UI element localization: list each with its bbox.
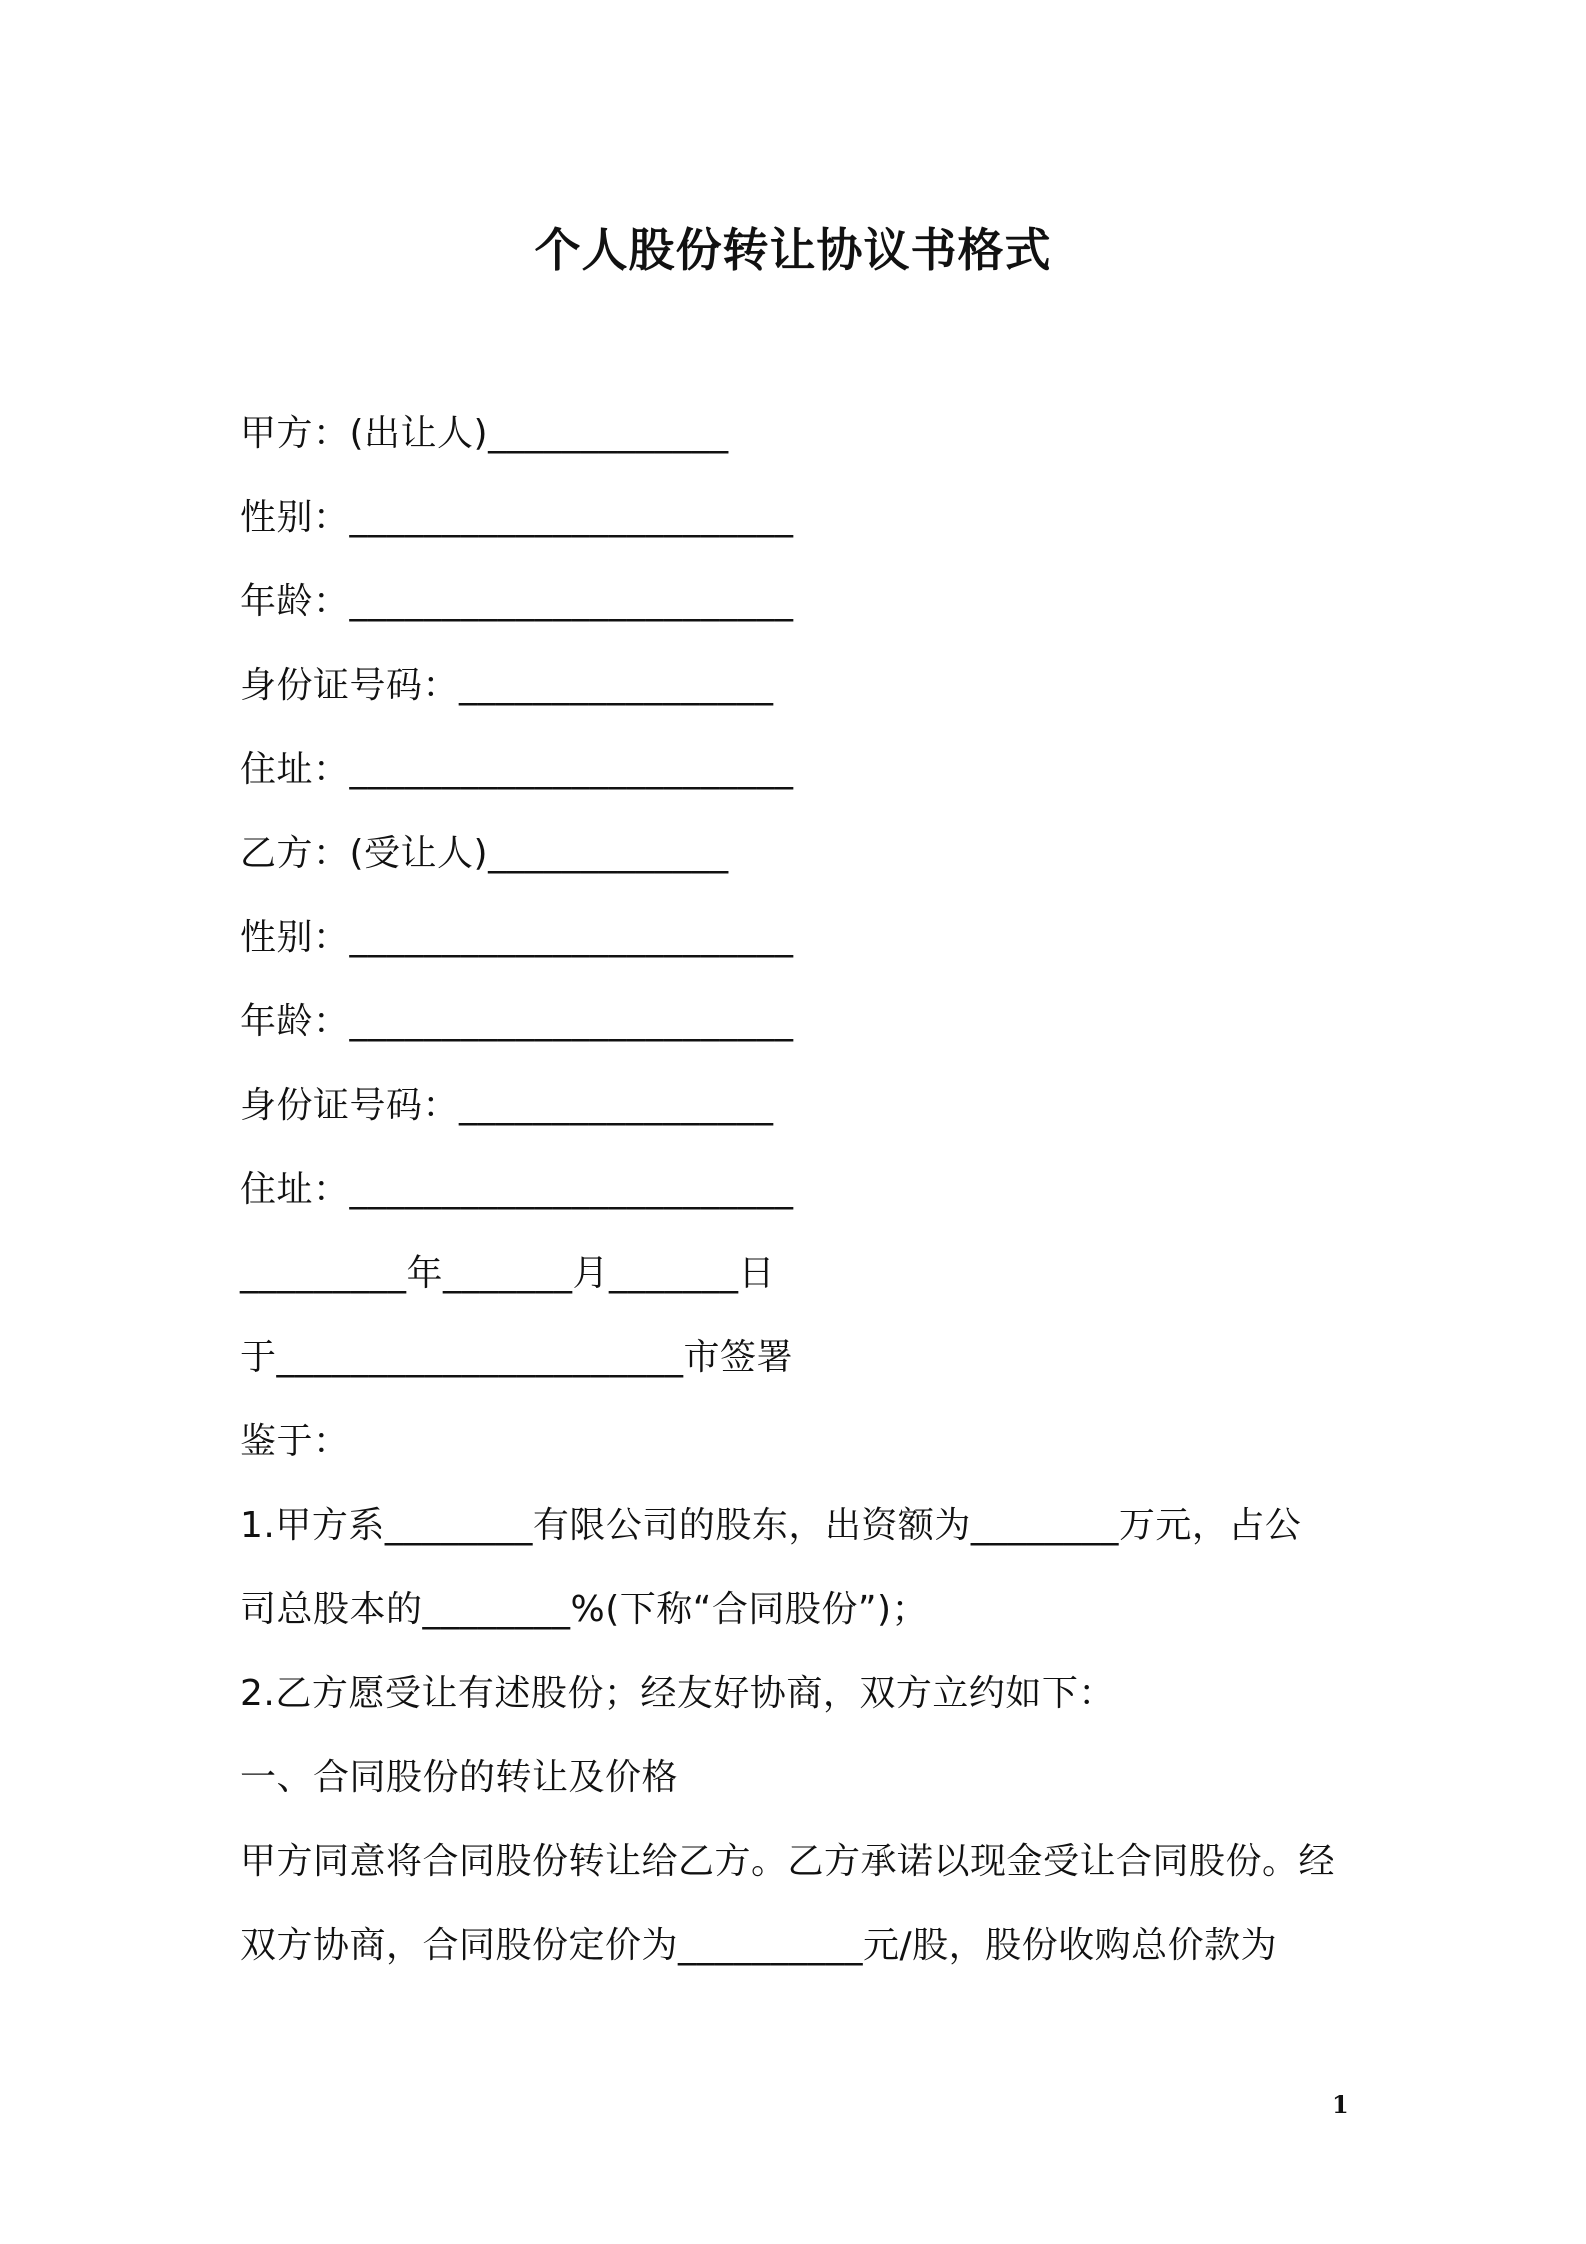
recital-2-line: 2.乙方愿受让有述股份；经友好协商，双方立约如下： bbox=[240, 1673, 1115, 1714]
party-b-id-line: 身份证号码：_________________ bbox=[240, 1085, 774, 1126]
recital-1-line-1: 1.甲方系________有限公司的股东，出资额为________万元，占公 bbox=[240, 1505, 1302, 1546]
party-a-address-line: 住址：________________________ bbox=[240, 749, 794, 790]
party-b-address-line: 住址：________________________ bbox=[240, 1169, 794, 1210]
party-b-gender-line: 性别：________________________ bbox=[240, 917, 794, 958]
document-title: 个人股份转让协议书格式 bbox=[534, 223, 1052, 277]
whereas-heading: 鉴于： bbox=[240, 1421, 350, 1462]
signing-city-line: 于______________________市签署 bbox=[240, 1337, 794, 1378]
section-1-heading: 一、合同股份的转让及价格 bbox=[240, 1757, 679, 1798]
section-1-body-line-1: 甲方同意将合同股份转让给乙方。乙方承诺以现金受让合同股份。经 bbox=[240, 1841, 1336, 1882]
party-a-id-line: 身份证号码：_________________ bbox=[240, 665, 774, 706]
recital-1-line-2: 司总股本的________%(下称“合同股份”)； bbox=[240, 1589, 929, 1630]
page-number: 1 bbox=[1332, 2090, 1349, 2119]
section-1-body-line-2: 双方协商，合同股份定价为__________元/股，股份收购总价款为 bbox=[240, 1925, 1278, 1966]
party-b-age-line: 年龄：________________________ bbox=[240, 1001, 794, 1042]
party-a-name-line: 甲方：(出让人)_____________ bbox=[240, 413, 729, 454]
party-a-gender-line: 性别：________________________ bbox=[240, 497, 794, 538]
party-b-name-line: 乙方：(受让人)_____________ bbox=[240, 833, 729, 874]
party-a-age-line: 年龄：________________________ bbox=[240, 581, 794, 622]
date-line: _________年_______月_______日 bbox=[240, 1253, 775, 1294]
